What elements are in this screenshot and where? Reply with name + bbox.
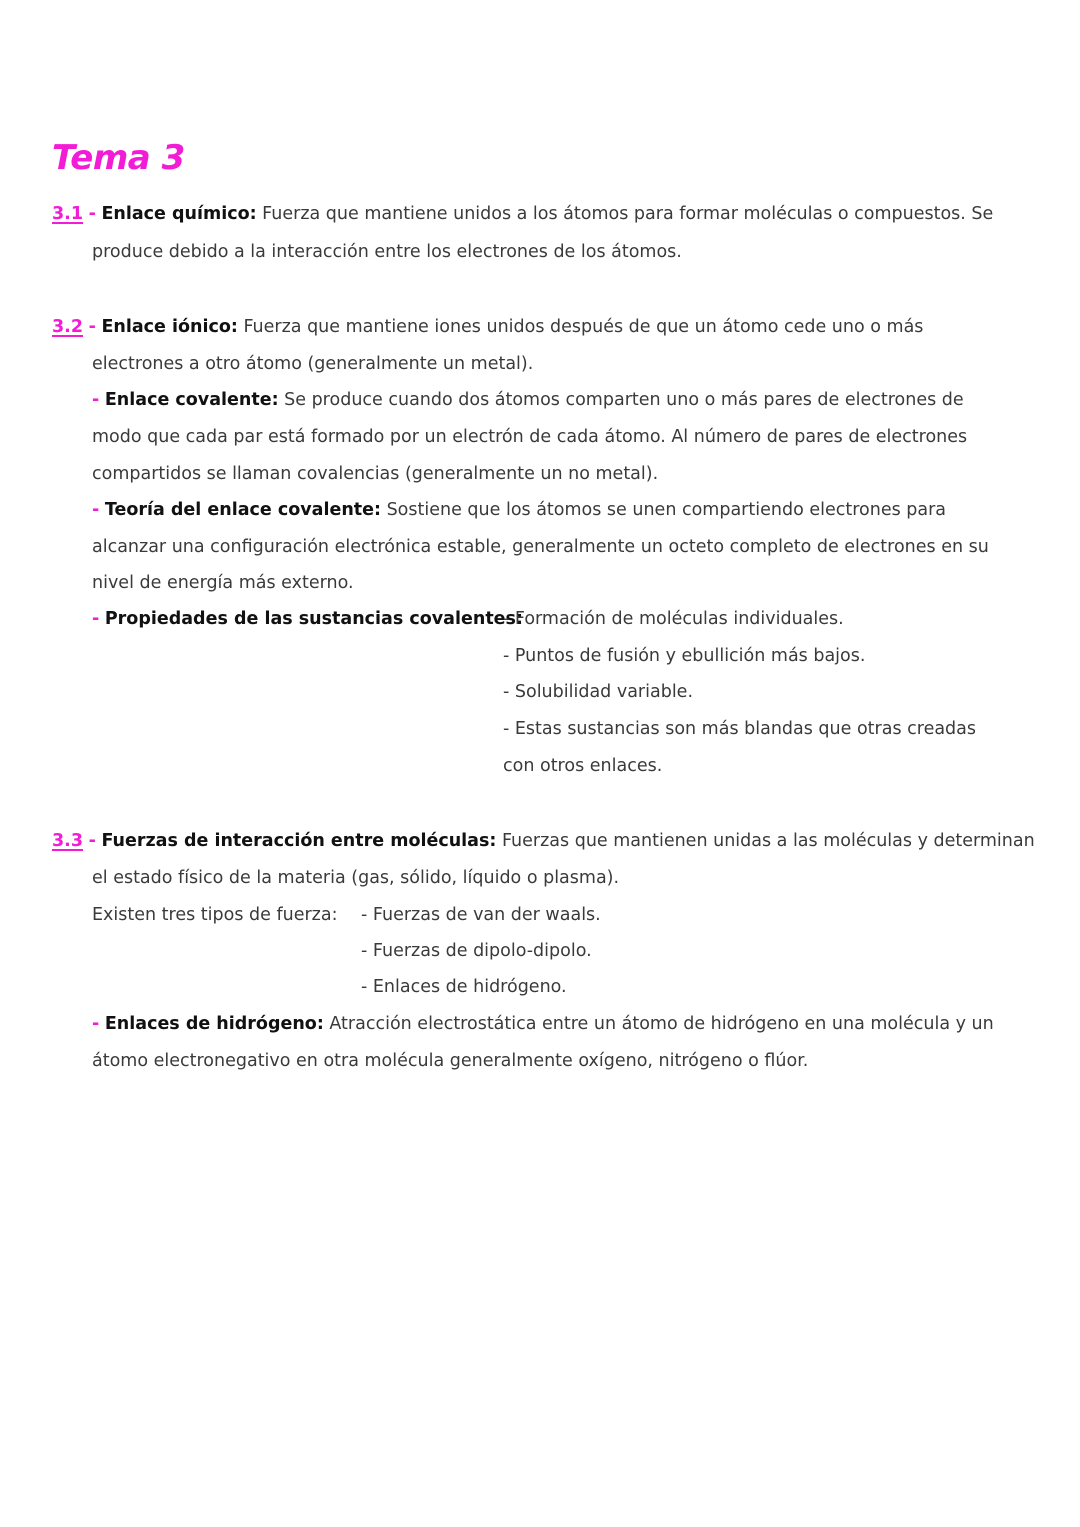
tipo-fuerza-item: - Enlaces de hidrógeno. [361, 977, 567, 997]
definition-text: Atracción electrostática entre un átomo de hidrógeno en una molécula y un [323, 1014, 994, 1034]
term-teoria-enlace-covalente: Teoría del enlace covalente: [104, 500, 382, 520]
definition-text: Se produce cuando dos átomos comparten uno o más pares de electrones de [278, 390, 964, 410]
dash: - [92, 1014, 100, 1034]
section-3-3-line-1 [52, 829, 1035, 853]
page-title: Tema 3 [52, 138, 185, 178]
propiedad-item: con otros enlaces. [503, 756, 663, 776]
term-enlace-quimico: Enlace químico: [101, 204, 257, 224]
dash: - [88, 204, 96, 224]
definition-text: Fuerzas que mantienen unidas a las moléculas y determinan [496, 831, 1035, 851]
section-3-1-line-2: produce debido a la interacción entre los electrones de los átomos. [92, 242, 682, 262]
term-enlaces-hidrogeno: Enlaces de hidrógeno: [104, 1014, 324, 1034]
propiedad-item: - Estas sustancias son más blandas que otras creadas [503, 719, 977, 739]
teoria-line-1 [92, 498, 946, 522]
definition-text: Fuerza que mantiene iones unidos después de que un átomo cede uno o más [237, 317, 924, 337]
covalente-line-1 [92, 388, 964, 412]
section-number: 3.3 [52, 831, 84, 851]
term-enlace-covalente: Enlace covalente: [104, 390, 279, 410]
covalente-line-2: modo que cada par está formado por un electrón de cada átomo. Al número de pares de electrones [92, 427, 968, 447]
propiedad-item: - Formación de moléculas individuales. [503, 609, 844, 629]
tipo-fuerza-item: - Fuerzas de van der waals. [361, 905, 601, 925]
dash: - [88, 317, 96, 337]
propiedad-item: - Solubilidad variable. [503, 682, 694, 702]
section-3-1-line-1 [52, 202, 993, 226]
hidrogeno-line-2: átomo electronegativo en otra molécula generalmente oxígeno, nitrógeno o flúor. [92, 1051, 809, 1071]
dash: - [92, 500, 100, 520]
section-number: 3.2 [52, 317, 84, 337]
dash: - [88, 831, 96, 851]
definition-text: Sostiene que los átomos se unen compartiendo electrones para [381, 500, 947, 520]
section-3-2-line-1 [52, 315, 923, 339]
definition-text: Fuerza que mantiene unidos a los átomos para formar moléculas o compuestos. Se [256, 204, 994, 224]
hidrogeno-line-1 [92, 1012, 994, 1036]
term-enlace-ionico: Enlace iónico: [101, 317, 238, 337]
term-fuerzas-interaccion: Fuerzas de interacción entre moléculas: [101, 831, 497, 851]
propiedades-heading [92, 607, 523, 631]
tipos-intro: Existen tres tipos de fuerza: [92, 905, 338, 925]
covalente-line-3: compartidos se llaman covalencias (generalmente un no metal). [92, 464, 659, 484]
propiedad-item: - Puntos de fusión y ebullición más bajos. [503, 646, 866, 666]
section-3-3-line-2: el estado físico de la materia (gas, sólido, líquido o plasma). [92, 868, 620, 888]
ionico-line-2: electrones a otro átomo (generalmente un metal). [92, 354, 534, 374]
tipo-fuerza-item: - Fuerzas de dipolo-dipolo. [361, 941, 592, 961]
dash: - [92, 609, 100, 629]
term-propiedades: Propiedades de las sustancias covalentes: [104, 609, 523, 629]
teoria-line-3: nivel de energía más externo. [92, 573, 354, 593]
section-number: 3.1 [52, 204, 84, 224]
dash: - [92, 390, 100, 410]
teoria-line-2: alcanzar una configuración electrónica estable, generalmente un octeto completo de electrones en su [92, 537, 989, 557]
